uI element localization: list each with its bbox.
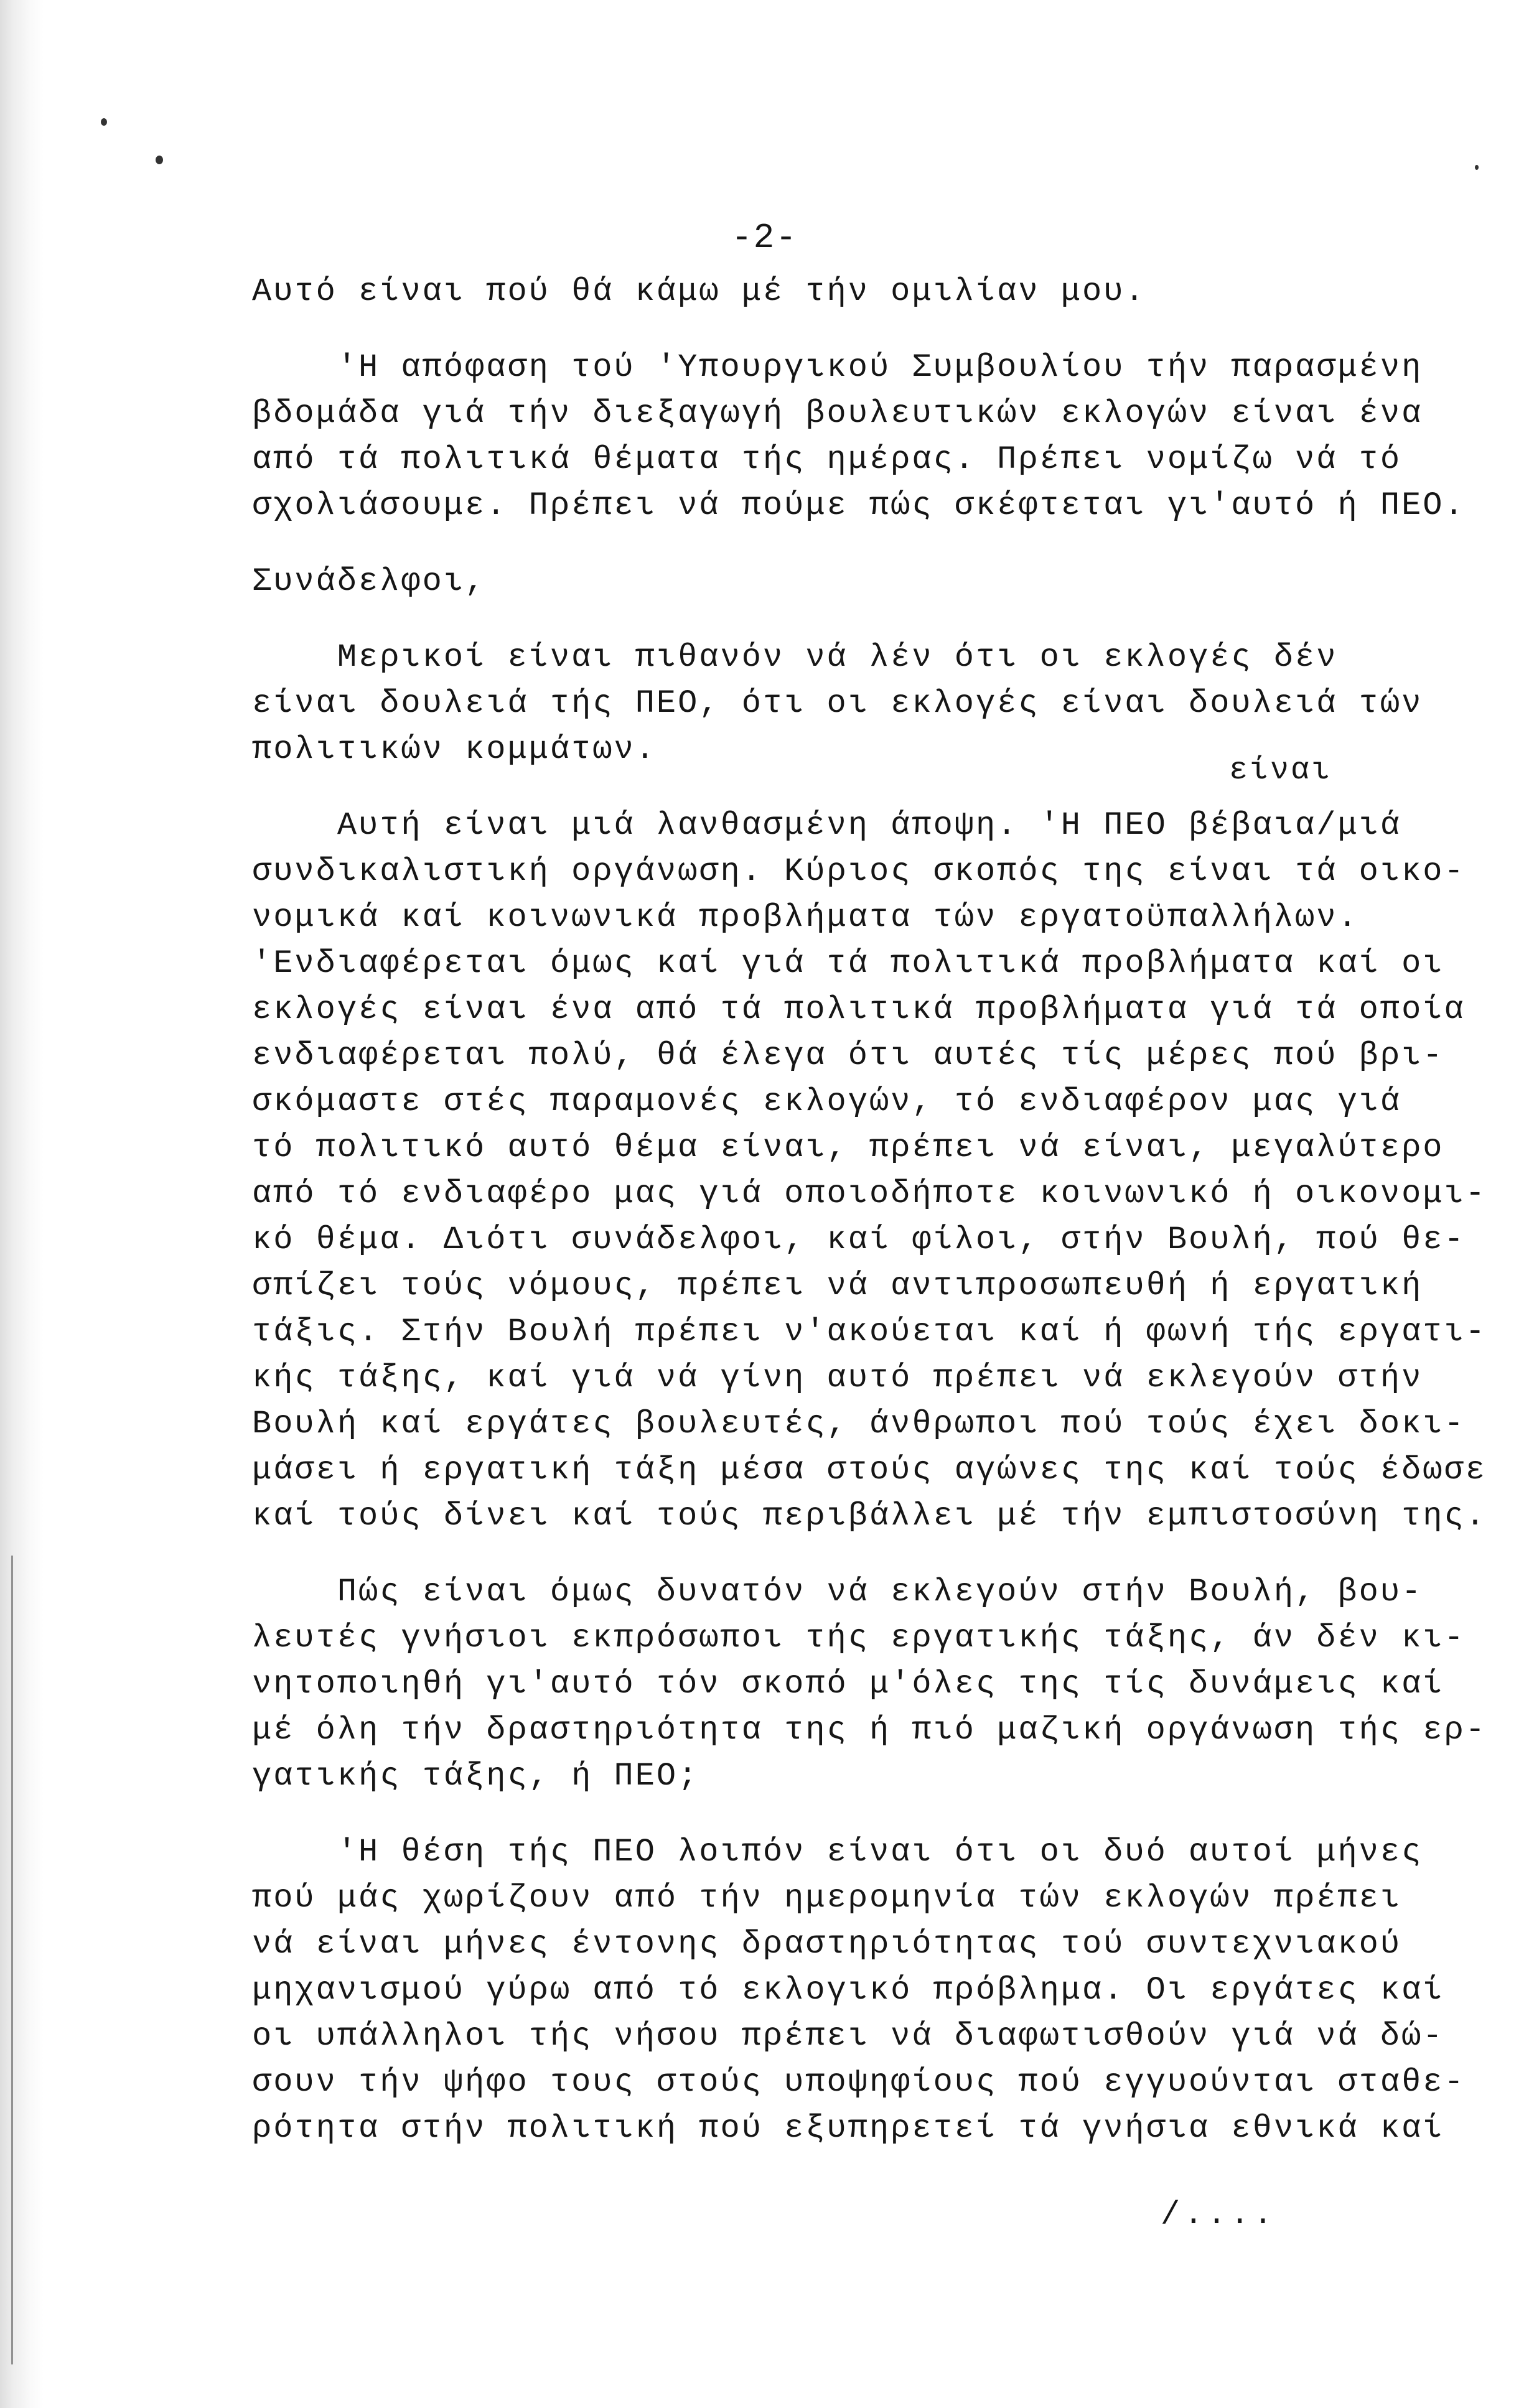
text-line: νητοποιηθή γι'αυτό τόν σκοπό μ'όλες της τίς δυνάμεις καί (252, 1666, 1444, 1702)
text-line: νομικά καί κοινωνικά προβλήματα τών εργατοϋπαλλήλων. (252, 899, 1359, 936)
text-line: συνδικαλιστική οργάνωση. Κύριος σκοπός της είναι τά οικο- (252, 853, 1466, 890)
text-line: 'Ενδιαφέρεται όμως καί γιά τά πολιτικά προβλήματα καί οι (252, 945, 1444, 982)
text-line: μάσει ή εργατική τάξη μέσα στούς αγώνες της καί τούς έδωσε (252, 1452, 1487, 1488)
text-line: τάξις. Στήν Βουλή πρέπει ν'ακούεται καί ή φωνή τής εργατι- (252, 1314, 1487, 1350)
continuation-mark: /.... (1161, 2196, 1277, 2233)
text-line: πού μάς χωρίζουν από τήν ημερομηνία τών εκλογών πρέπει (252, 1880, 1402, 1916)
text-line: είναι δουλειά τής ΠΕΟ, ότι οι εκλογές είναι δουλειά τών (252, 685, 1423, 722)
text-line: Συνάδελφοι, (252, 563, 487, 600)
text-line: Αυτή είναι μιά λανθασμένη άποψη. 'Η ΠΕΟ βέβαια/μιά (252, 807, 1402, 844)
text-line: μέ όλη τήν δραστηριότητα της ή πιό μαζική οργάνωση τής ερ- (252, 1712, 1487, 1748)
text-line: καί τούς δίνει καί τούς περιβάλλει μέ τήν εμπιστοσύνη της. (252, 1498, 1487, 1534)
text-line: ρότητα στήν πολιτική πού εξυπηρετεί τά γνήσια εθνικά καί (252, 2110, 1444, 2147)
text-line: τό πολιτικό αυτό θέμα είναι, πρέπει νά είναι, μεγαλύτερο (252, 1129, 1444, 1166)
inserted-word: είναι (1229, 753, 1332, 788)
text-line: Βουλή καί εργάτες βουλευτές, άνθρωποι πού τούς έχει δοκι- (252, 1406, 1466, 1442)
text-line: κό θέμα. Διότι συνάδελφοι, καί φίλοι, στήν Βουλή, πού θε- (252, 1221, 1466, 1258)
text-line: Αυτό είναι πού θά κάμω μέ τήν ομιλίαν μου. (252, 273, 1146, 310)
text-line: από τό ενδιαφέρο μας γιά οποιοδήποτε κοινωνικό ή οικονομι- (252, 1175, 1487, 1212)
text-line: νά είναι μήνες έντονης δραστηριότητας τού συντεχνιακού (252, 1926, 1402, 1962)
text-line: μηχανισμού γύρω από τό εκλογικό πρόβλημα. Οι εργάτες καί (252, 1972, 1444, 2009)
text-line: Μερικοί είναι πιθανόν νά λέν ότι οι εκλογές δέν (252, 639, 1338, 676)
text-line: Πώς είναι όμως δυνατόν νά εκλεγούν στήν Βουλή, βου- (252, 1574, 1423, 1610)
text-line: οι υπάλληλοι τής νήσου πρέπει νά διαφωτισθούν γιά νά δώ- (252, 2018, 1444, 2055)
text-line: σχολιάσουμε. Πρέπει νά πούμε πώς σκέφτεται γι'αυτό ή ΠΕΟ. (252, 487, 1466, 524)
text-line: σουν τήν ψήφο τους στούς υποψηφίους πού εγγυούνται σταθε- (252, 2064, 1466, 2101)
text-line: βδομάδα γιά τήν διεξαγωγή βουλευτικών εκλογών είναι ένα (252, 395, 1423, 432)
text-line: κής τάξης, καί γιά νά γίνη αυτό πρέπει νά εκλεγούν στήν (252, 1360, 1423, 1396)
text-line: εκλογές είναι ένα από τά πολιτικά προβλήματα γιά τά οποία (252, 991, 1466, 1028)
text-line: 'Η απόφαση τού 'Υπουργικού Συμβουλίου τήν παρασμένη (252, 349, 1423, 386)
body-text (252, 269, 1487, 2152)
text-line: γατικής τάξης, ή ΠΕΟ; (252, 1758, 699, 1794)
text-line: από τά πολιτικά θέματα τής ημέρας. Πρέπει νομίζω νά τό (252, 441, 1402, 478)
text-line: 'Η θέση τής ΠΕΟ λοιπόν είναι ότι οι δυό αυτοί μήνες (252, 1834, 1423, 1870)
text-line: λευτές γνήσιοι εκπρόσωποι τής εργατικής τάξης, άν δέν κι- (252, 1620, 1466, 1656)
text-line: ενδιαφέρεται πολύ, θά έλεγα ότι αυτές τίς μέρες πού βρι- (252, 1037, 1444, 1074)
text-line: σκόμαστε στές παραμονές εκλογών, τό ενδιαφέρον μας γιά (252, 1083, 1402, 1120)
page-number: -2- (731, 218, 798, 258)
text-line: πολιτικών κομμάτων. (252, 731, 657, 768)
text-line: σπίζει τούς νόμους, πρέπει νά αντιπροσωπευθή ή εργατική (252, 1267, 1423, 1304)
